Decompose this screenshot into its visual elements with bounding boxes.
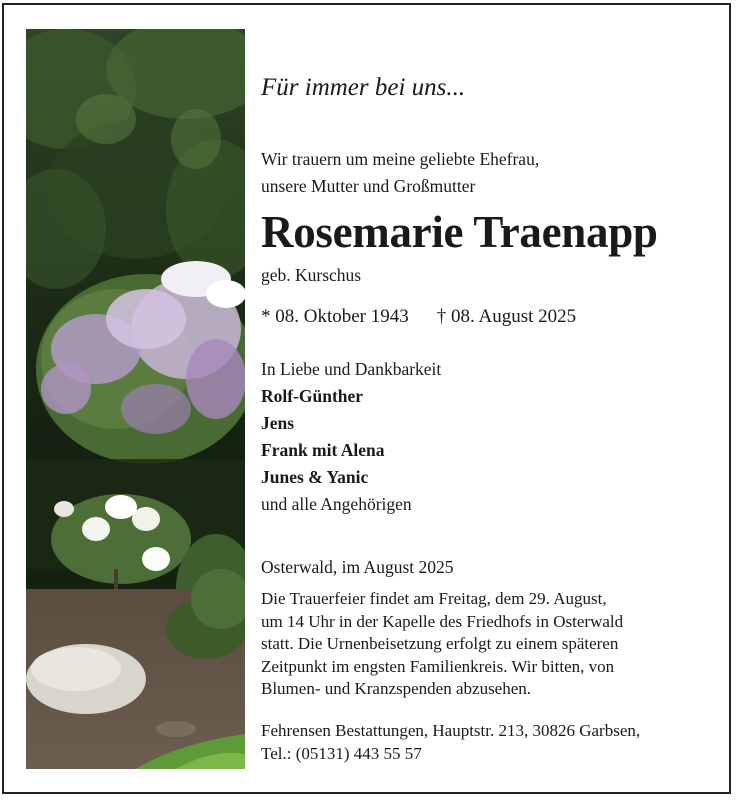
- mourner-name: Frank mit Alena: [261, 440, 385, 460]
- ceremony-line: Die Trauerfeier findet am Freitag, dem 29. August,: [261, 589, 607, 608]
- deceased-name: Rosemarie Traenapp: [261, 207, 658, 257]
- ceremony-line: um 14 Uhr in der Kapelle des Friedhofs in Osterwald: [261, 611, 624, 631]
- ceremony-info: [261, 588, 623, 701]
- birth-date: * 08. Oktober 1943: [261, 306, 409, 327]
- love-line: In Liebe und Dankbarkeit: [261, 359, 442, 379]
- mourner-name: Rolf-Günther: [261, 386, 364, 406]
- motto: Für immer bei uns...: [261, 74, 466, 101]
- ceremony-line: statt. Die Urnenbeisetzung erfolgt zu einem späteren: [261, 634, 619, 653]
- garden-photo: [26, 29, 245, 769]
- mourner-name: Junes & Yanic: [261, 467, 369, 487]
- mourner-name: Jens: [261, 413, 295, 433]
- death-date: † 08. August 2025: [436, 306, 577, 327]
- intro-line: unsere Mutter und Großmutter: [261, 176, 476, 196]
- place-date: Osterwald, im August 2025: [261, 557, 454, 577]
- undertaker-line: Fehrensen Bestattungen, Hauptstr. 213, 30826 Garbsen,: [261, 721, 641, 740]
- relatives-line: und alle Angehörigen: [261, 494, 412, 514]
- maiden-name: geb. Kurschus: [261, 265, 362, 285]
- life-dates: [261, 306, 576, 328]
- undertaker-phone: Tel.: (05131) 443 55 57: [261, 743, 422, 763]
- intro-text: [261, 146, 539, 200]
- intro-line: Wir trauern um meine geliebte Ehefrau,: [261, 149, 540, 169]
- ceremony-line: Zeitpunkt im engsten Familienkreis. Wir bitten, von: [261, 656, 615, 676]
- ceremony-line: Blumen- und Kranzspenden abzusehen.: [261, 679, 532, 698]
- mourners-block: [261, 356, 441, 518]
- undertaker-info: [261, 720, 640, 765]
